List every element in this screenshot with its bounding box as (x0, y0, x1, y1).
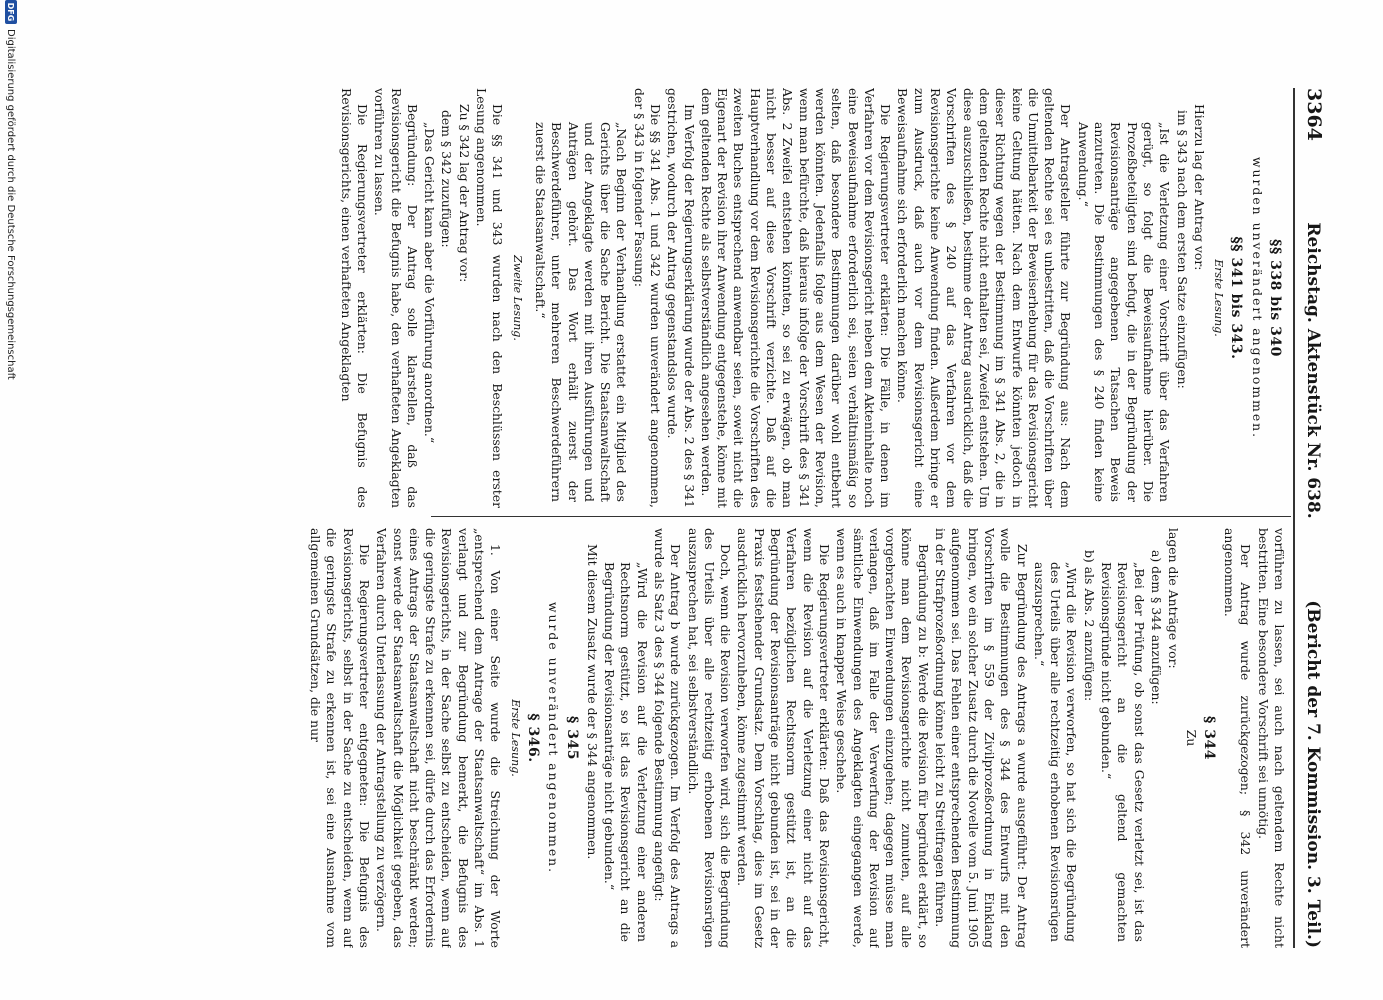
paragraph: wurden unverändert angenommen. (1249, 156, 1265, 440)
paragraph: Der Antrag b wurde zurückgezogen. Im Verfolg des Antrags a wurde als Satz 3 des § 344 folgende Bestimmung angefügt: (652, 528, 684, 948)
quotation: „Wird die Revision verworfen, so hat sich die Begründung des Urteils über alle rechtzeitig erhobenen Revisionsrügen auszusprechen.“ (1031, 562, 1080, 942)
quotation: „Das Gericht kann aber die Vorführung anordnen.“ (422, 122, 438, 444)
section-heading: §§ 341 bis 343. (1228, 236, 1245, 360)
paragraph: Die Regierungsvertreter erklärten: Daß das Revisionsgericht, wenn die Revision auf die Verletzung einer nicht auf das Verfahren bezüglichen Rechtsnorm gestützt ist, an die Begründung der Revisionsanträge nicht gebunden ist, sei in der Praxis feststehender Grundsatz. Dem Vorschlag, dies im Gesetz ausdrücklich hervorzuheben, könne zugestimmt werden. (735, 528, 832, 948)
paragraph: a) dem § 344 anzufügen: (1148, 550, 1164, 705)
paragraph: wurde unverändert angenommen. (546, 601, 562, 875)
paragraph: b) als Abs. 2 anzufügen: (1081, 550, 1097, 702)
section-heading: § 344 (1200, 716, 1217, 760)
page-subtitle: (Bericht der 7. Kommission. 3. Teil.) (1303, 600, 1323, 948)
quotation: „Bei der Prüfung, ob sonst das Gesetz verletzt sei, ist das Revisionsgericht an die geltend gemachten Revisionsgründe nicht gebunden.“ (1099, 562, 1147, 942)
dfg-logo: DFG (5, 0, 17, 24)
quotation: „Ist die Verletzung einer Vorschrift über das Verfahren gerügt, so folgt die Beweisaufnahme hierüber. Die Prozeßbeteiligten sind befugt, die in der Begründung der Revisionsanträge angegebenen Tatsachen Beweis anzutreten. Die Bestimmungen des § 240 finden keine Anwendung.“ (1075, 122, 1173, 502)
paragraph: Die Regierungsvertreter erklärten: Die Fälle, in denen im Verfahren vor dem Revisionsgericht neben dem Akteninhalte noch eine Beweisaufnahme erforderlich sei, seien verhältnismäßig so selten, daß besondere Bestimmungen darüber wohl entbehrt werden könnten. Jedenfalls folge aus dem Wesen der Revision, wenn man befürchte, daß hieraus infolge der Vorschrift des § 341 Abs. 2 Zweifel entstehen könnten, so sei zu erwägen, ob man nicht besser auf diese Vorschrift verzichte. Daß auf die Hauptverhandlung vor dem Revisionsgerichte die Vorschriften des zweiten Buches entsprechend anwendbar seien, soweit nicht die Eigenart der Revision ihrer Anwendung entgegenstehe, könne mit dem geltenden Rechte als selbstverständlich angesehen werden. (698, 88, 894, 508)
right-column (277, 528, 1287, 948)
header-rule (1294, 88, 1296, 948)
paragraph: Der Antrag wurde zurückgezogen; § 342 unverändert angenommen. (1222, 528, 1254, 948)
paragraph: Doch, wenn die Revision verworfen wird, sich die Begründung des Urteils über alle rechtzeitig erhobenen Revisionsrügen auszusprechen hat, sei selbstverständlich. (685, 528, 734, 948)
subheading: Erste Lesung. (1212, 259, 1226, 337)
paragraph: Begründung zu b: Werde die Revision für begründet erklärt, so könne man dem Revisionsgerichte nicht zumuten, auf alle vorgebrachten Einwendungen einzugehen; dagegen müsse man verlangen, daß im Falle der Verwerfung der Revision auf sämtliche Einwendungen des Angeklagten eingegangen werde, wenn es auch in knapper Weise geschehe. (834, 528, 931, 948)
paragraph: Der Antragsteller führte zur Begründung aus: Nach dem geltenden Rechte sei es unbestritten, daß die Vorschriften über die Unmittelbarkeit der Beweiserhebung für das Revisionsgericht keine Geltung hätten. Nach dem Entwurfe könnten jedoch in dieser Richtung wegen der Bestimmung im § 341 Abs. 2, die in dem geltenden Rechte nicht enthalten sei, Zweifel entstehen. Um diese auszuschließen, bestimme der Antrag ausdrücklich, daß die Vorschriften des § 240 auf das Verfahren vor dem Revisionsgerichte keine Anwendung finden. Außerdem bringe er zum Ausdruck, daß auch vor dem Revisionsgericht eine Beweisaufnahme sich erforderlich machen könne. (895, 88, 1074, 508)
quotation: „Wird die Revision auf die Verletzung einer anderen Rechtsnorm gestützt, so ist das Revisionsgericht an die Begründung der Revisionsanträge nicht gebunden.“ (602, 562, 650, 942)
page-header (1295, 88, 1325, 948)
paragraph: lagen die Anträge vor: (1166, 528, 1182, 669)
paragraph: Zur Begründung des Antrags a wurde ausgeführt: Der Antrag wolle die Bestimmungen des § 344 des Entwurfs mit den Vorschriften im § 559 der Zivilprozeßordnung in Einklang bringen, wo ein solcher Zusatz durch die Novelle vom 5. Juni 1905 aufgenommen sei. Das Fehlen einer entsprechenden Bestimmung in der Strafprozeßordnung könne leicht zu Streitfragen führen. (933, 528, 1030, 948)
paragraph: im § 343 nach dem ersten Satze einzufügen: (1174, 110, 1190, 389)
paragraph: Zu (1183, 729, 1199, 747)
digitization-credit (2, 0, 20, 1000)
paragraph: Hierzu lag der Antrag vor: (1191, 104, 1207, 271)
paragraph: Die §§ 341 und 343 wurden nach den Beschlüssen erster Lesung angenommen. (474, 88, 506, 508)
paragraph: Im Verfolg der Regierungserklärung wurde der Abs. 2 des § 341 gestrichen, wodurch der Antrag gegenstandslos wurde. (665, 88, 697, 508)
page-title: Reichstag. Aktenstück Nr. 638. (1303, 222, 1323, 519)
paragraph: Die Regierungsvertreter erklärten: Die Befugnis des Revisionsgerichts, einen verhafteten Angeklagten (338, 88, 370, 508)
column-rule (431, 516, 1291, 517)
paragraph: Zu § 342 lag der Antrag vor: (456, 104, 472, 283)
paragraph: Begründung: Der Antrag solle klarstellen, daß das Revisionsgericht die Befugnis habe, den verhafteten Angeklagten vorführen zu lassen. (372, 88, 420, 508)
section-heading: § 345 (563, 716, 580, 760)
credit-text: Digitalisierung gefördert durch die Deutsche Forschungsgemeinschaft (5, 29, 17, 380)
paragraph: vorführen zu lassen, sei auch nach geltendem Rechte nicht bestritten. Eine besondere Vorschrift sei unnötig. (1255, 528, 1287, 948)
paragraph: dem § 342 zuzufügen: (439, 110, 455, 248)
section-heading: §§ 338 bis 340 (1267, 239, 1283, 357)
page-number: 3364 (1303, 88, 1325, 141)
subheading: Zweite Lesung. (510, 255, 524, 341)
section-heading: § 346. (524, 713, 541, 763)
subheading: Erste Lesung. (508, 699, 522, 777)
left-column (277, 88, 1287, 508)
paragraph: Die Regierungsvertreter entgegneten: Die Befugnis des Revisionsgerichts, selbst in der Sache zu entscheiden, wenn auf die geringste Strafe zu erkennen ist, sei eine Ausnahme vom allgemeinen Grundsätzen, die nur (308, 528, 372, 948)
paragraph: Mit diesem Zusatz wurde der § 344 angenommen. (584, 544, 600, 860)
paragraph: Die §§ 341 Abs. 1 und 342 wurden unverändert angenommen, der § 343 in folgender Fassung: (631, 88, 664, 508)
paragraph: 1. Von einer Seite wurde die Streichung der Worte „entsprechend dem Antrage der Staatsanwaltschaft“ im Abs. 1 verlangt und zur Begründung bemerkt, die Befugnis des Revisionsgerichts, in der Sache selbst zu entscheiden, wenn auf die geringste Strafe zu erkennen sei, dürfe durch das Erfordernis eines Antrags der Staatsanwaltschaft nicht beschränkt werden; sonst werde der Staatsanwaltschaft die Möglichkeit gegeben, das Verfahren durch Unterlassung der Antragstellung zu verzögern. (374, 528, 504, 948)
quotation: „Nach Beginn der Verhandlung erstattet ein Mitglied des Gerichts über die Sache Bericht. Die Staatsanwaltschaft und der Angeklagte werden mit ihren Ausführungen und Anträgen gehört. Das Wort erhält zuerst der Beschwerdeführer, unter mehreren Beschwerdeführern zuerst die Staatsanwaltschaft.“ (532, 122, 630, 502)
